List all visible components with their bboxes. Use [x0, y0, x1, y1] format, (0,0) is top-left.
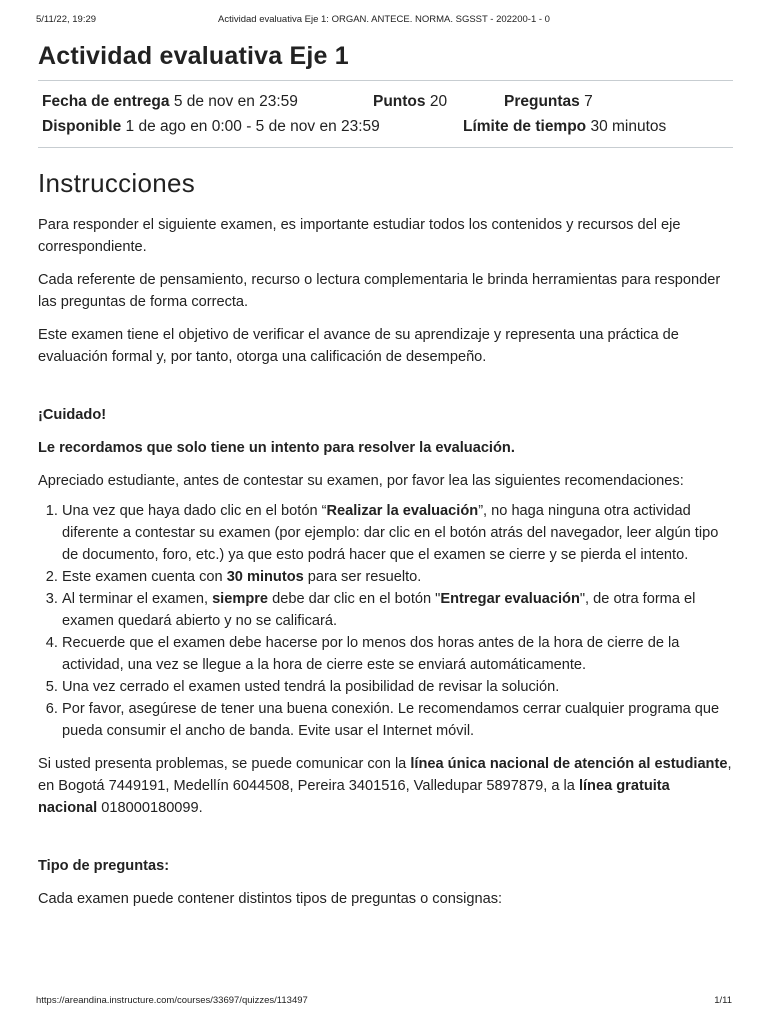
- list-item: 5. Una vez cerrado el examen usted tendrá la posibilidad de revisar la solución.: [62, 676, 733, 698]
- page-number: 1/11: [714, 995, 732, 1006]
- question-types-intro: Cada examen puede contener distintos tipos de preguntas o consignas:: [38, 891, 503, 907]
- list-item: [62, 500, 733, 566]
- rec-emphasis: 30 minutos: [226, 569, 304, 585]
- support-contact: [38, 753, 733, 819]
- rec-text: Al terminar el examen,: [62, 591, 213, 607]
- due-date-label: Fecha de entrega: [42, 93, 170, 110]
- rec-text: ”, no haga ninguna otra actividad diferente a contestar su examen (por ejemplo: dar clic en el botón atrás del navegador, leer algún tipo de documento, foro, etc.) ya que esto podrá hacer que el examen se cierre y se pierda el intento.: [62, 503, 719, 563]
- instructions-paragraph: Para responder el siguiente examen, es importante estudiar todos los contenidos y recursos del eje correspondiente.: [38, 217, 681, 255]
- list-item: [62, 588, 733, 632]
- points-label: Puntos: [373, 93, 426, 110]
- rec-text: Una vez que haya dado clic en el botón “: [62, 503, 327, 519]
- divider: [38, 147, 733, 148]
- rec-emphasis: siempre: [212, 591, 269, 607]
- question-types-heading: Tipo de preguntas:: [38, 858, 170, 874]
- questions-value: 7: [584, 93, 593, 110]
- meta-row-1: [42, 89, 729, 114]
- single-attempt-reminder: Le recordamos que solo tiene un intento para resolver la evaluación.: [38, 440, 515, 456]
- time-limit-value: 30 minutos: [590, 118, 667, 135]
- support-text: Si usted presenta problemas, se puede comunicar con la: [38, 756, 411, 772]
- caution-heading: ¡Cuidado!: [38, 407, 107, 423]
- print-header: [36, 14, 732, 28]
- points-value: 20: [429, 93, 448, 110]
- rec-text: Este examen cuenta con: [62, 569, 227, 585]
- recommendations-list: [38, 500, 733, 742]
- availability-label: Disponible: [42, 118, 122, 135]
- instructions-paragraph: Cada referente de pensamiento, recurso o lectura complementaria le brinda herramientas para responder las preguntas de forma correcta.: [38, 272, 721, 310]
- instructions-paragraph: Este examen tiene el objetivo de verificar el avance de su aprendizaje y representa una práctica de evaluación formal y, por tanto, otorga una calificación de desempeño.: [38, 327, 679, 365]
- rec-text: debe dar clic en el botón ": [268, 591, 441, 607]
- print-url: https://areandina.instructure.com/courses/33697/quizzes/113497: [36, 995, 308, 1006]
- rec-emphasis: Entregar evaluación: [440, 591, 580, 607]
- print-date: 5/11/22, 19:29: [36, 14, 97, 25]
- support-emphasis: línea única nacional de atención al estudiante: [410, 756, 728, 772]
- support-emphasis: línea gratuita nacional: [38, 778, 670, 816]
- time-limit-label: Límite de tiempo: [463, 118, 587, 135]
- rec-text: ", de otra forma el examen quedará abierto y no se calificará.: [62, 591, 696, 629]
- list-item: [62, 566, 733, 588]
- availability-value: 1 de ago en 0:00 - 5 de nov en 23:59: [125, 118, 380, 135]
- rec-text: para ser resuelto.: [303, 569, 422, 585]
- support-text: 018000180099.: [97, 800, 203, 816]
- due-date-value: 5 de nov en 23:59: [173, 93, 298, 110]
- instructions-heading: Instrucciones: [38, 168, 196, 198]
- rec-emphasis: Realizar la evaluación: [326, 503, 479, 519]
- quiz-meta: [38, 81, 733, 147]
- recommendations-intro: Apreciado estudiante, antes de contestar su examen, por favor lea las siguientes recomendaciones:: [38, 473, 684, 489]
- support-text: , en Bogotá 7449191, Medellín 6044508, Pereira 3401516, Valledupar 5897879, a la: [38, 756, 732, 794]
- points: [373, 89, 447, 114]
- print-footer: [36, 995, 732, 1009]
- page-title: Actividad evaluativa Eje 1: [38, 42, 349, 70]
- meta-row-2: [42, 114, 729, 139]
- print-document-title: Actividad evaluativa Eje 1: ORGAN. ANTECE. NORMA. SGSST - 202200-1 - 0: [218, 14, 550, 25]
- availability: [42, 114, 380, 139]
- quiz-content: [38, 38, 733, 910]
- questions-count: [504, 89, 593, 114]
- time-limit: [463, 114, 666, 139]
- list-item: 4. Recuerde que el examen debe hacerse por lo menos dos horas antes de la hora de cierre de la actividad, una vez se llegue a la hora de cierre este se enviará automáticamente.: [62, 632, 733, 676]
- list-item: 6. Por favor, asegúrese de tener una buena conexión. Le recomendamos cerrar cualquier programa que pueda consumir el ancho de banda. Evite usar el Internet móvil.: [62, 698, 733, 742]
- questions-label: Preguntas: [504, 93, 580, 110]
- due-date: [42, 89, 298, 114]
